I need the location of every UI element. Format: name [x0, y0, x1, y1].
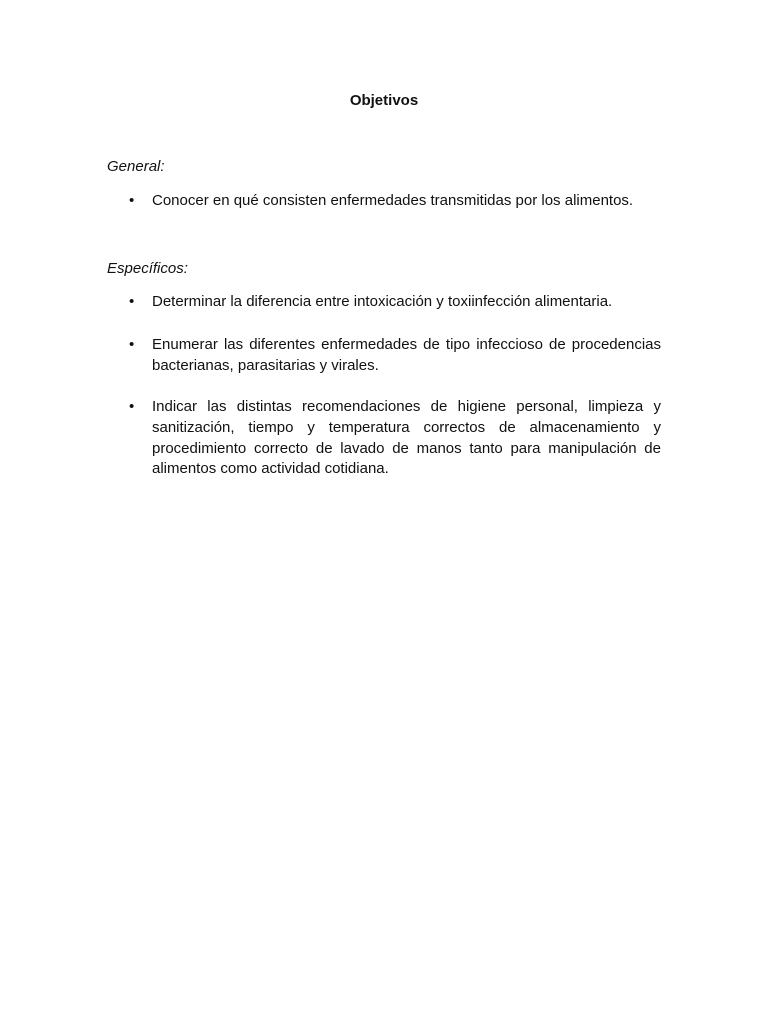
section-label-general: General: [107, 158, 165, 175]
list-item-text: Indicar las distintas recomendaciones de higiene personal, limpieza y sanitización, tiempo y temperatura correctos de almacenamiento y procedimiento correcto de lavado de manos tanto para manipulación de alimentos como actividad cotidiana. [152, 398, 661, 478]
page-title: Objetivos [349, 92, 419, 109]
bullet-icon: • [129, 192, 135, 209]
list-item-text: Determinar la diferencia entre intoxicación y toxiinfección alimentaria. [152, 293, 613, 310]
bullet-icon: • [129, 398, 135, 415]
bullet-icon: • [129, 293, 135, 310]
section-label-especificos: Específicos: [107, 260, 188, 277]
bullet-icon: • [129, 336, 135, 353]
list-item-text: Enumerar las diferentes enfermedades de tipo infeccioso de procedencias bacterianas, parasitarias y virales. [152, 336, 661, 374]
list-item-text: Conocer en qué consisten enfermedades transmitidas por los alimentos. [152, 192, 634, 209]
